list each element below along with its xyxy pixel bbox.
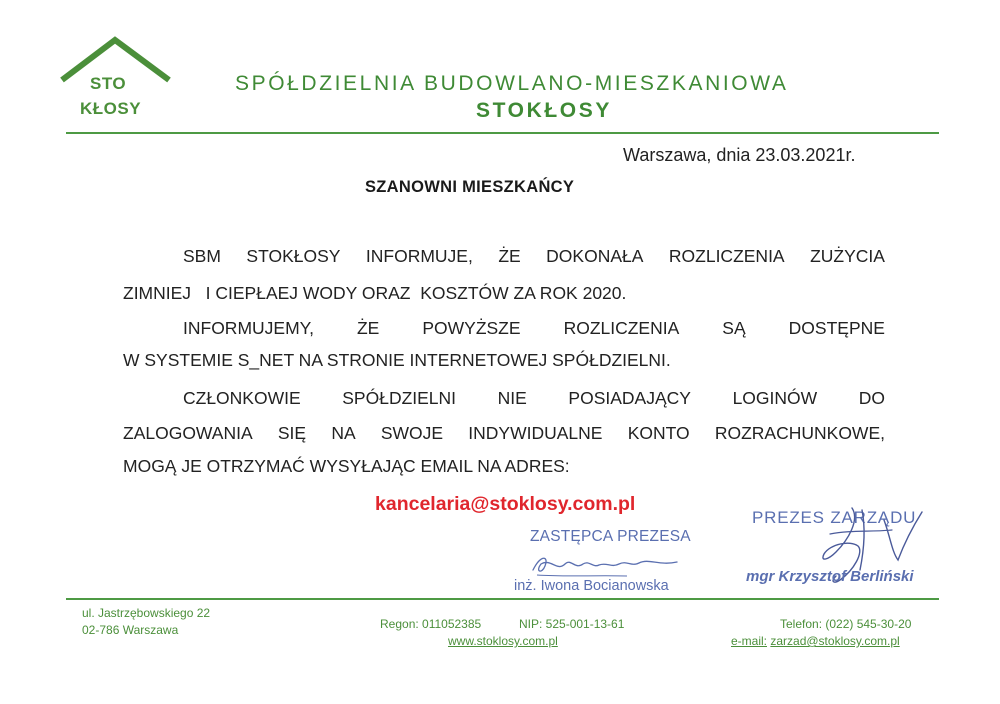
footer-nip: NIP: 525-001-13-61 [519, 617, 625, 631]
logo-text-bottom: KŁOSY [80, 99, 142, 118]
footer-email-link[interactable]: zarzad@stoklosy.com.pl [770, 634, 900, 648]
footer-phone: Telefon: (022) 545-30-20 [780, 617, 912, 631]
paragraph-1-line-2: ZIMNIEJ I CIEPŁAEJ WODY ORAZ KOSZTÓW ZA ROK 2020. [123, 283, 627, 303]
footer-website-link[interactable]: www.stoklosy.com.pl [448, 634, 558, 648]
salutation: SZANOWNI MIESZKAŃCY [365, 178, 575, 196]
footer-divider [66, 598, 939, 600]
paragraph-2-line-1: INFORMUJEMY, ŻE POWYŻSZE ROZLICZENIA SĄ DOSTĘPNE [183, 318, 885, 338]
footer-address-city: 02-786 Warszawa [82, 623, 179, 637]
president-name: mgr Krzysztof Berliński [746, 568, 914, 585]
deputy-title: ZASTĘPCA PREZESA [530, 528, 691, 545]
logo-text-top: STO [90, 74, 127, 93]
paragraph-3-line-3: MOGĄ JE OTRZYMAĆ WYSYŁAJĄC EMAIL NA ADRES: [123, 456, 570, 476]
footer-email [731, 634, 900, 648]
organization-subname: STOKŁOSY [476, 99, 612, 122]
deputy-name: inż. Iwona Bocianowska [514, 578, 669, 594]
footer-address-street: ul. Jastrzębowskiego 22 [82, 606, 211, 620]
president-title: PREZES ZARZĄDU [752, 508, 917, 527]
footer-email-label: e-mail: [731, 634, 768, 648]
footer-regon: Regon: 011052385 [380, 617, 482, 631]
header-divider [66, 132, 939, 134]
paragraph-1-line-1: SBM STOKŁOSY INFORMUJE, ŻE DOKONAŁA ROZLICZENIA ZUŻYCIA [183, 246, 885, 266]
paragraph-3-line-2: ZALOGOWANIA SIĘ NA SWOJE INDYWIDUALNE KONTO ROZRACHUNKOWE, [123, 423, 885, 443]
paragraph-3-line-1: CZŁONKOWIE SPÓŁDZIELNI NIE POSIADAJĄCY LOGINÓW DO [183, 388, 885, 408]
paragraph-2-line-2: W SYSTEMIE S_NET NA STRONIE INTERNETOWEJ SPÓŁDZIELNI. [123, 350, 671, 370]
contact-email-link[interactable]: kancelaria@stoklosy.com.pl [375, 493, 636, 515]
letter-date: Warszawa, dnia 23.03.2021r. [623, 145, 856, 165]
organization-name: SPÓŁDZIELNIA BUDOWLANO-MIESZKANIOWA [235, 72, 789, 95]
deputy-signature-icon [527, 548, 687, 580]
